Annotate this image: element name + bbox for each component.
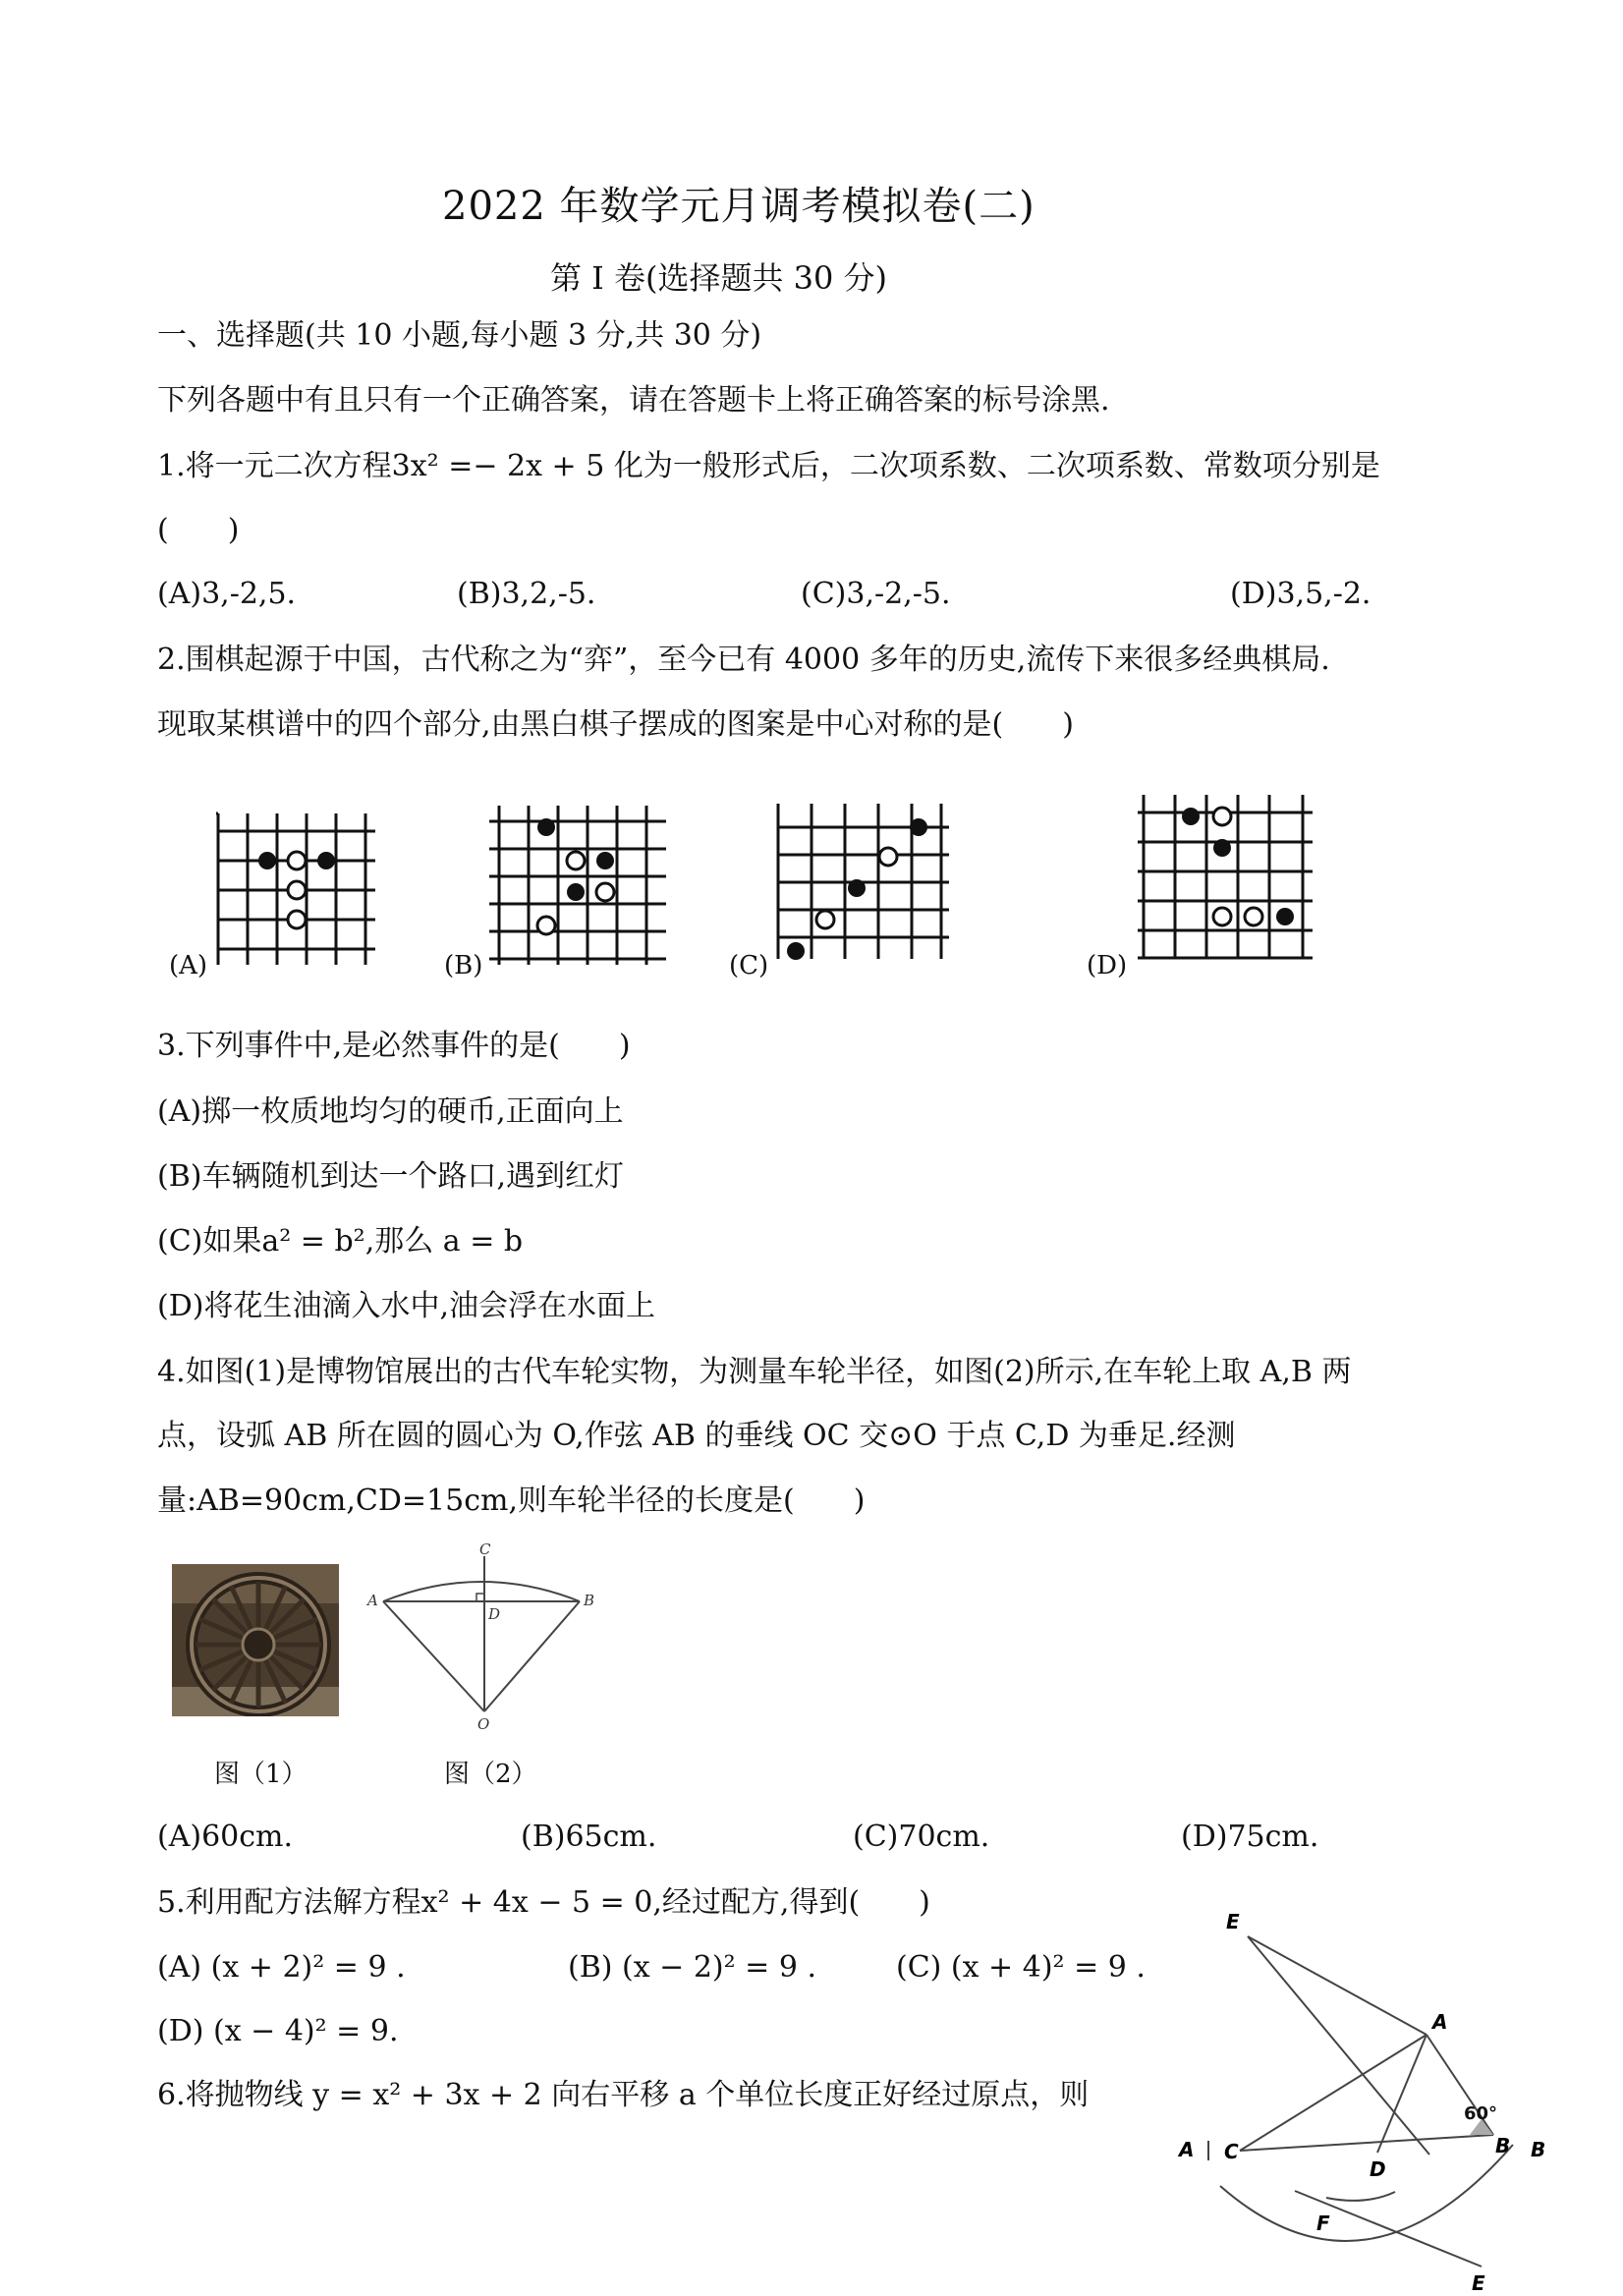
side-label-c: C <box>1224 2140 1239 2163</box>
go-board-figure-d <box>1081 781 1326 978</box>
q3-stem: 3.下列事件中,是必然事件的是( ) <box>157 1029 631 1063</box>
q3-option-a: (A)掷一枚质地均匀的硬币,正面向上 <box>157 1094 624 1129</box>
go-figure-b-label: (B) <box>444 951 483 980</box>
side-label-e-top: E <box>1226 1910 1240 1933</box>
fig2-label-o: O <box>477 1715 490 1733</box>
wheel-photo <box>172 1564 339 1716</box>
q3-option-c: (C)如果a² = b²,那么 a = b <box>157 1224 524 1259</box>
page-title: 2022 年数学元月调考模拟卷(二) <box>442 184 1035 229</box>
fig2-caption: 图（2） <box>444 1760 537 1789</box>
q1-option-d: (D)3,5,-2. <box>1230 577 1371 611</box>
fig2-label-a: A <box>367 1592 378 1609</box>
fig2-label-c: C <box>479 1542 491 1558</box>
fig1-caption: 图（1） <box>214 1760 308 1789</box>
q4-stem-line1: 4.如图(1)是博物馆展出的古代车轮实物，为测量车轮半径，如图(2)所示,在车轮上取 A,B 两 <box>157 1355 1352 1389</box>
q1-option-a: (A)3,-2,5. <box>157 577 297 611</box>
side-label-a: A <box>1432 2010 1448 2034</box>
angle-label-60: 60° <box>1464 2103 1498 2124</box>
fig2-label-d: D <box>488 1605 501 1623</box>
instruction-text: 下列各题中有且只有一个正确答案，请在答题卡上将正确答案的标号涂黑. <box>157 383 1110 418</box>
q1-option-b: (B)3,2,-5. <box>457 577 596 611</box>
side-label-e-bottom: E <box>1472 2271 1485 2294</box>
q5-option-a: (A) (x + 2)² = 9 . <box>157 1950 406 1985</box>
side-label-f: F <box>1316 2212 1330 2235</box>
go-figure-d-label: (D) <box>1087 951 1128 980</box>
section-heading: 一、选择题(共 10 小题,每小题 3 分,共 30 分) <box>157 318 762 353</box>
q1-stem-line1: 1.将一元二次方程3x² =− 2x + 5 化为一般形式后，二次项系数、二次项系数、常数项分别是 <box>157 449 1380 483</box>
q1-stem-line2: ( ) <box>157 513 240 547</box>
page-subtitle: 第 I 卷(选择题共 30 分) <box>550 259 888 297</box>
q4-option-c: (C)70cm. <box>853 1820 990 1854</box>
q4-stem-line2: 点，设弧 AB 所在圆的圆心为 O,作弦 AB 的垂线 OC 交⊙O 于点 C,D 为垂足.经测 <box>157 1419 1236 1453</box>
q4-option-b: (B)65cm. <box>521 1820 657 1854</box>
q3-option-d: (D)将花生油滴入水中,油会浮在水面上 <box>157 1289 655 1323</box>
q4-stem-line3: 量:AB=90cm,CD=15cm,则车轮半径的长度是( ) <box>157 1484 866 1518</box>
circle-chord-diagram <box>364 1542 609 1739</box>
q1-option-c: (C)3,-2,-5. <box>801 577 951 611</box>
side-label-d: D <box>1370 2157 1386 2181</box>
side-label-a-left: A <box>1179 2138 1195 2161</box>
q4-option-d: (D)75cm. <box>1181 1820 1319 1854</box>
q2-stem-line1: 2.围棋起源于中国，古代称之为“弈”，至今已有 4000 多年的历史,流传下来很多经典棋局. <box>157 643 1330 677</box>
q3-option-b: (B)车辆随机到达一个路口,遇到红灯 <box>157 1159 624 1194</box>
go-figure-a-label: (A) <box>169 951 208 980</box>
q5-option-b: (B) (x − 2)² = 9 . <box>568 1950 817 1985</box>
side-label-b: B <box>1495 2134 1511 2157</box>
q5-option-c: (C) (x + 4)² = 9 . <box>896 1950 1146 1985</box>
q5-option-d: (D) (x − 4)² = 9. <box>157 2014 399 2048</box>
q5-stem: 5.利用配方法解方程x² + 4x − 5 = 0,经过配方,得到( ) <box>157 1885 930 1920</box>
go-figure-c-label: (C) <box>729 951 769 980</box>
q6-stem: 6.将抛物线 y = x² + 3x + 2 向右平移 a 个单位长度正好经过原点，则 <box>157 2078 1090 2112</box>
q2-stem-line2: 现取某棋谱中的四个部分,由黑白棋子摆成的图案是中心对称的是( ) <box>157 707 1074 742</box>
triangle-circle-diagram <box>1169 1901 1562 2294</box>
q4-option-a: (A)60cm. <box>157 1820 294 1854</box>
side-label-b-right: B <box>1531 2138 1546 2161</box>
fig2-label-b: B <box>584 1592 595 1609</box>
